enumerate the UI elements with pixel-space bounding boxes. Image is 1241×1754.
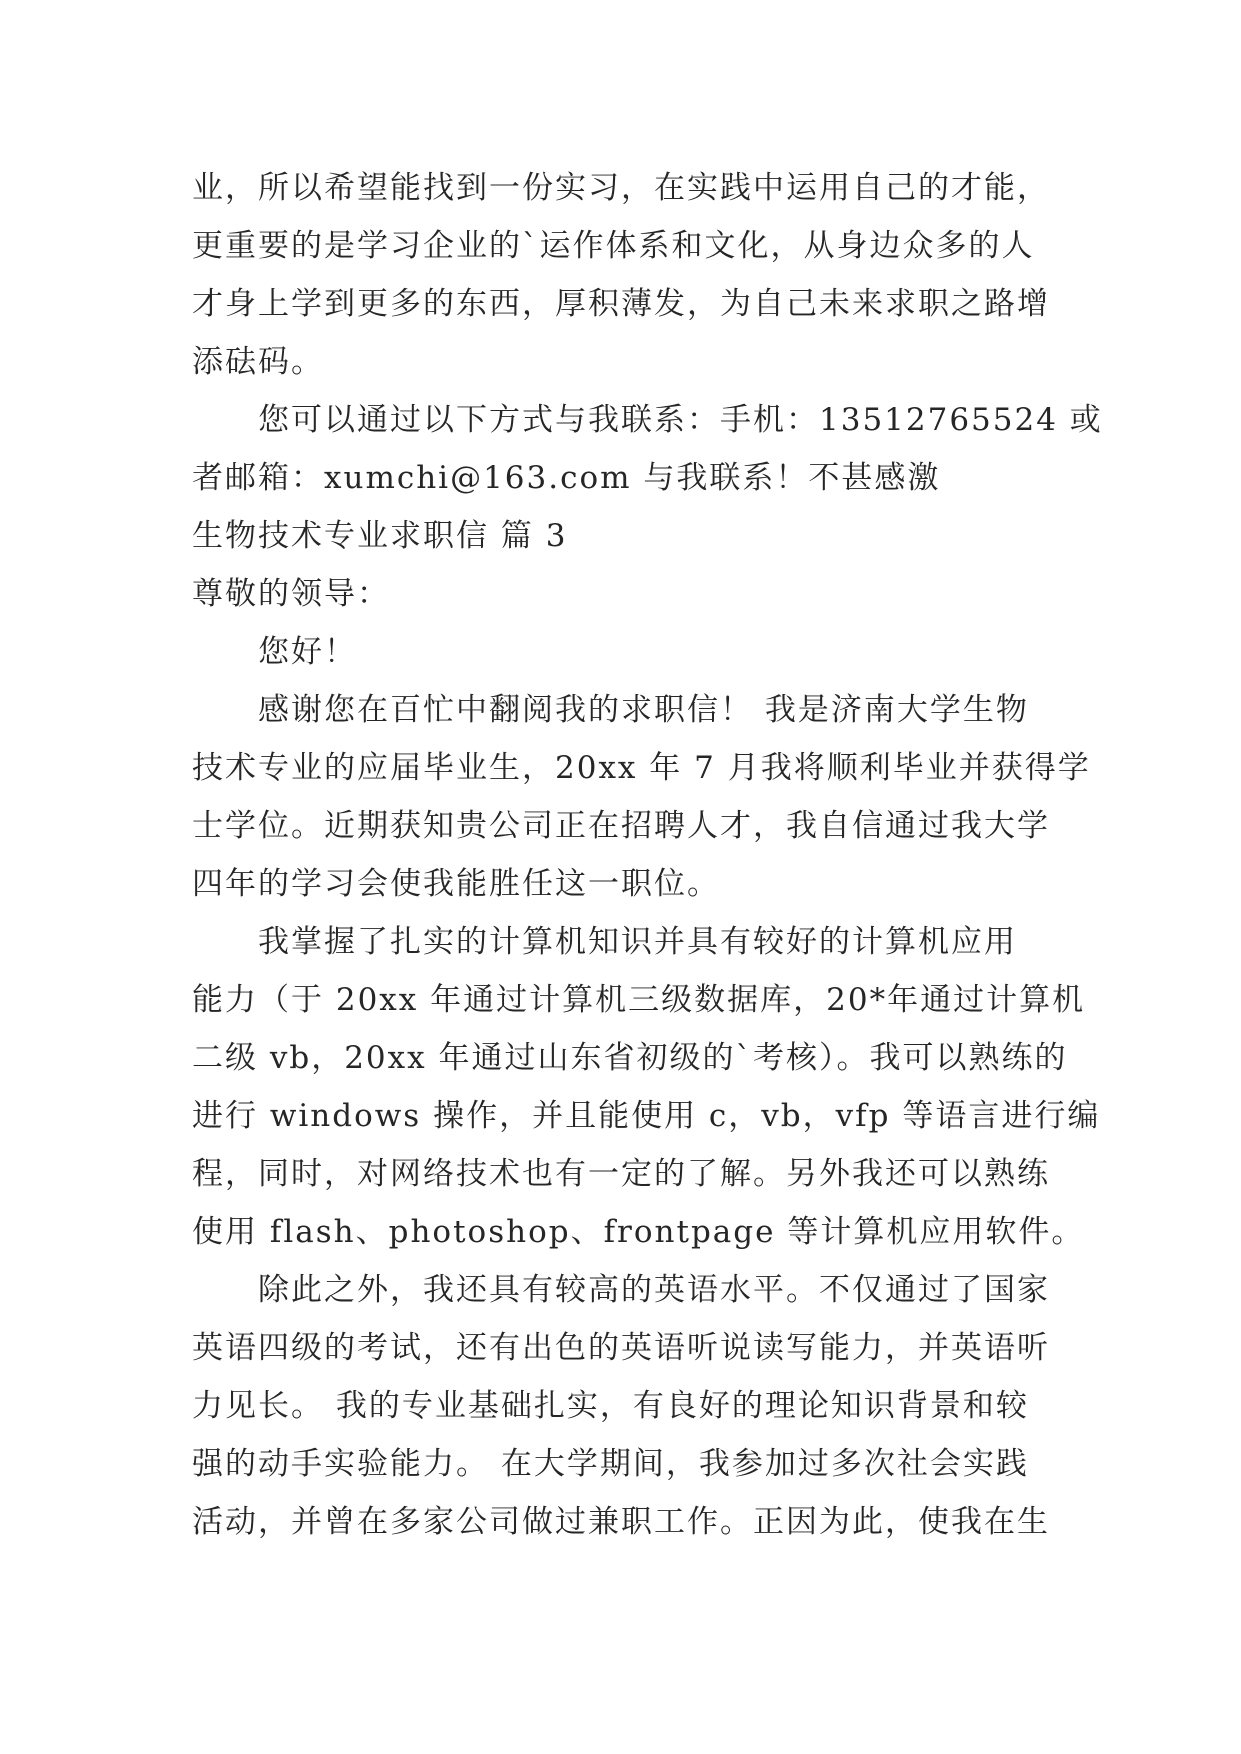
text-line: 能力（于 20xx 年通过计算机三级数据库，20*年通过计算机 bbox=[192, 982, 1086, 1018]
text-line: 使用 flash、photoshop、frontpage 等计算机应用软件。 bbox=[192, 1214, 1085, 1250]
text-line: 四年的学习会使我能胜任这一职位。 bbox=[192, 866, 720, 902]
section-heading: 生物技术专业求职信 篇 3 bbox=[192, 518, 568, 554]
text-line: 者邮箱：xumchi@163.com 与我联系！不甚感激 bbox=[192, 460, 941, 496]
text-line: 力见长。 我的专业基础扎实，有良好的理论知识背景和较 bbox=[192, 1388, 1029, 1424]
salutation: 尊敬的领导： bbox=[192, 576, 390, 612]
text-line: 我掌握了扎实的计算机知识并具有较好的计算机应用 bbox=[258, 924, 1017, 960]
text-line: 二级 vb，20xx 年通过山东省初级的`考核）。我可以熟练的 bbox=[192, 1040, 1068, 1076]
text-line: 士学位。近期获知贵公司正在招聘人才，我自信通过我大学 bbox=[192, 808, 1050, 844]
text-line: 您可以通过以下方式与我联系：手机：13512765524 或 bbox=[258, 402, 1103, 438]
text-line: 更重要的是学习企业的`运作体系和文化，从身边众多的人 bbox=[192, 228, 1035, 264]
greeting: 您好！ bbox=[258, 634, 357, 670]
text-line: 活动，并曾在多家公司做过兼职工作。正因为此，使我在生 bbox=[192, 1504, 1050, 1540]
text-line: 感谢您在百忙中翻阅我的求职信！ 我是济南大学生物 bbox=[258, 692, 1029, 728]
text-line: 进行 windows 操作，并且能使用 c，vb，vfp 等语言进行编 bbox=[192, 1098, 1101, 1134]
text-line: 程，同时，对网络技术也有一定的了解。另外我还可以熟练 bbox=[192, 1156, 1050, 1192]
text-line: 添砝码。 bbox=[192, 344, 324, 380]
text-line: 业，所以希望能找到一份实习，在实践中运用自己的才能， bbox=[192, 170, 1050, 206]
text-line: 才身上学到更多的东西，厚积薄发，为自己未来求职之路增 bbox=[192, 286, 1050, 322]
text-line: 技术专业的应届毕业生，20xx 年 7 月我将顺利毕业并获得学 bbox=[192, 750, 1091, 786]
text-line: 除此之外，我还具有较高的英语水平。不仅通过了国家 bbox=[258, 1272, 1050, 1308]
text-line: 英语四级的考试，还有出色的英语听说读写能力，并英语听 bbox=[192, 1330, 1050, 1366]
text-line: 强的动手实验能力。 在大学期间，我参加过多次社会实践 bbox=[192, 1446, 1029, 1482]
